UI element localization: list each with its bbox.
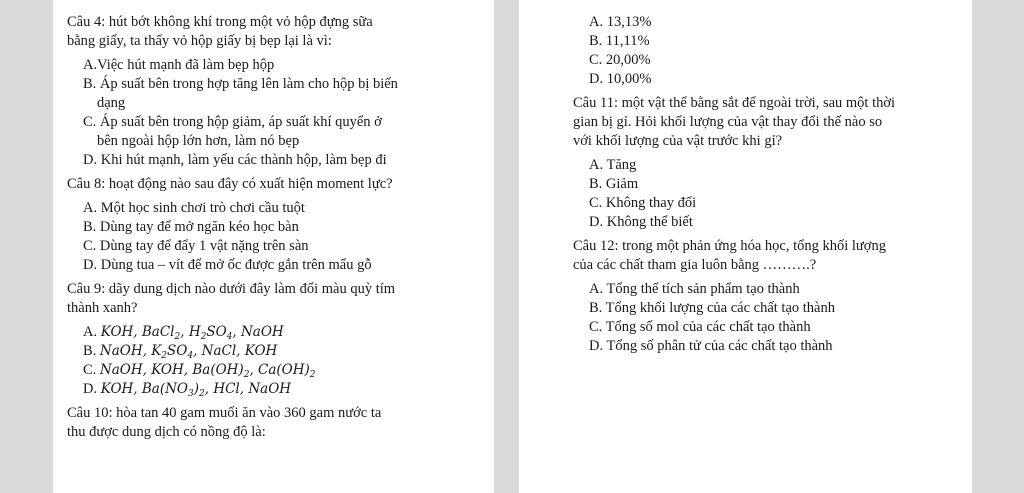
question-10 — [67, 404, 494, 442]
q9-option-a-label: A. — [83, 324, 98, 340]
q9-option-a — [67, 323, 494, 342]
q11-option-d: D. Không thể biết — [589, 214, 693, 230]
q9-option-c — [67, 361, 494, 380]
q4-option-b-cont: dạng — [97, 95, 126, 111]
page-right — [519, 0, 972, 493]
q9-option-c-label: C. — [83, 362, 97, 378]
q10-option-a: A. 13,13% — [589, 14, 652, 30]
q11-option-b: B. Giảm — [589, 176, 639, 192]
q11-option-a: A. Tăng — [589, 157, 637, 173]
q4-option-c: C. Áp suất bên trong hộp giảm, áp suất khí quyển ở — [83, 114, 382, 130]
q10-option-d: D. 10,00% — [589, 71, 652, 87]
q9-option-d-formula: KOH, $Ba(NO_3)_2$, HCl, NaOH — [100, 381, 292, 399]
q9-option-d — [67, 380, 494, 399]
q9-option-b-formula: NaOH, $K_2SO_4$, NaCl, KOH — [99, 343, 278, 361]
question-9-text: Câu 9: dãy dung dịch nào dưới đây làm đổi màu quỳ tím — [67, 281, 396, 297]
question-10-text-cont: thu được dung dịch có nồng độ là: — [67, 424, 266, 440]
question-4-text-cont: bằng giấy, ta thấy vỏ hộp giấy bị bẹp lại là vì: — [67, 33, 332, 49]
q10-option-b: B. 11,11% — [589, 33, 650, 49]
q8-option-a: A. Một học sinh chơi trò chơi cầu tuột — [83, 200, 305, 216]
question-10-options — [573, 13, 972, 89]
question-10-text: Câu 10: hòa tan 40 gam muối ăn vào 360 gam nước ta — [67, 405, 382, 421]
question-8 — [67, 175, 494, 275]
q8-option-d: D. Dùng tua – vít để mở ốc được gắn trên mẩu gỗ — [83, 257, 372, 273]
question-11-text: Câu 11: một vật thể bằng sắt để ngoài trời, sau một thời — [573, 95, 896, 111]
q4-option-d: D. Khi hút mạnh, làm yếu các thành hộp, làm bẹp đi — [83, 152, 387, 168]
q11-option-c: C. Không thay đổi — [589, 195, 697, 211]
q4-option-c-cont: bên ngoài hộp lớn hơn, làm nó bẹp — [97, 133, 300, 149]
q4-option-a: A.Việc hút mạnh đã làm bẹp hộp — [83, 57, 275, 73]
question-12-text-cont: của các chất tham gia luôn bằng ……….? — [573, 257, 817, 273]
question-9 — [67, 280, 494, 399]
question-11-text-cont: gian bị gỉ. Hỏi khối lượng của vật thay đổi thế nào so — [573, 114, 883, 130]
q9-option-d-label: D. — [83, 381, 98, 397]
q8-option-b: B. Dùng tay để mở ngăn kéo học bàn — [83, 219, 299, 235]
q4-option-b: B. Áp suất bên trong hợp tăng lên làm cho hộp bị biến — [83, 76, 398, 92]
question-9-text-cont: thành xanh? — [67, 300, 138, 316]
q12-option-c: C. Tổng số mol của các chất tạo thành — [589, 319, 811, 335]
q8-option-c: C. Dùng tay để đẩy 1 vật nặng trên sàn — [83, 238, 309, 254]
q9-option-b-label: B. — [83, 343, 97, 359]
question-4 — [67, 13, 494, 170]
question-11 — [573, 94, 972, 232]
question-12-text: Câu 12: trong một phản ứng hóa học, tổng khối lượng — [573, 238, 886, 254]
q10-option-c: C. 20,00% — [589, 52, 651, 68]
question-4-text: Câu 4: hút bớt không khí trong một vỏ hộp đựng sữa — [67, 14, 373, 30]
question-8-text: Câu 8: hoạt động nào sau đây có xuất hiện moment lực? — [67, 176, 393, 192]
question-12 — [573, 237, 972, 356]
page-left — [53, 0, 494, 493]
q12-option-a: A. Tổng thể tích sản phẩm tạo thành — [589, 281, 800, 297]
question-11-text-cont-2: với khối lượng của vật trước khi gỉ? — [573, 133, 783, 149]
q12-option-b: B. Tổng khối lượng của các chất tạo thành — [589, 300, 835, 316]
q9-option-a-formula: KOH, BaCl$_2$, $H_2SO_4$, NaOH — [100, 324, 284, 342]
q9-option-b — [67, 342, 494, 361]
q9-option-c-formula: NaOH, KOH, $Ba(OH)_2$, $Ca(OH)_2$ — [99, 362, 316, 380]
q12-option-d: D. Tổng số phân tử của các chất tạo thành — [589, 338, 833, 354]
